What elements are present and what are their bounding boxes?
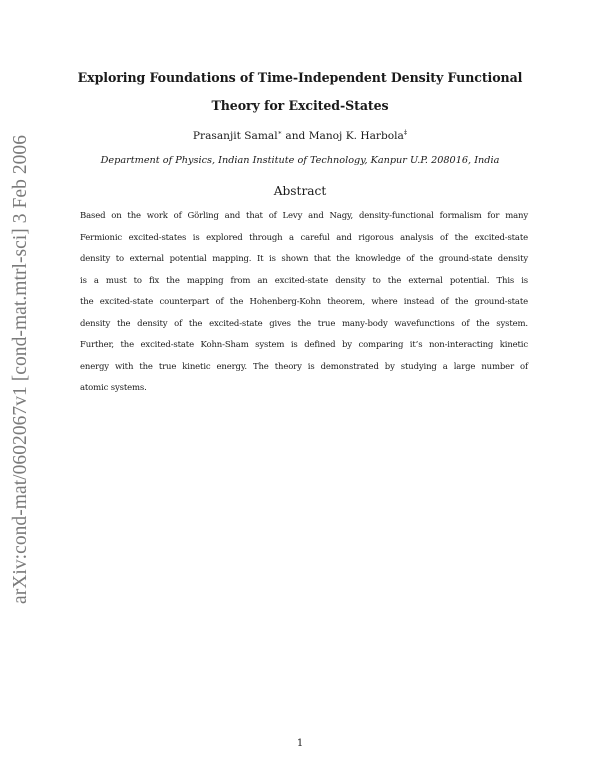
abstract-line: Further, the excited-state Kohn-Sham system is defined by comparing it’s non-interacting kinetic (80, 340, 528, 350)
abstract-line: the excited-state counterpart of the Hohenberg-Kohn theorem, where instead of the ground-state (80, 297, 528, 307)
abstract-line: Based on the work of Görling and that of Levy and Nagy, density-functional formalism for many (80, 211, 528, 221)
page-number: 1 (296, 738, 304, 749)
author-footnote-mark: ∗ (277, 128, 283, 137)
abstract-line: density the density of the excited-state gives the true many-body wavefunctions of the system. (80, 318, 528, 329)
author-name: Prasanjit Samal (192, 130, 278, 142)
abstract-line: energy with the true kinetic energy. The theory is demonstrated by studying a large number of (80, 361, 528, 372)
abstract-line: is a must to fix the mapping from an excited-state density to the external potential. This is (80, 275, 528, 286)
paper-title (70, 64, 530, 120)
abstract-line: atomic systems. (80, 383, 147, 393)
author-affiliation: Department of Physics, Indian Institute of Technology, Kanpur U.P. 208016, India (100, 155, 500, 166)
arxiv-identifier-text: arXiv:cond-mat/0602067v1 [cond-mat.mtrl-sci] 3 Feb 2006 (10, 134, 31, 604)
author-name: Manoj K. Harbola (308, 130, 404, 142)
abstract-line: density to external potential mapping. It is shown that the knowledge of the ground-state density (80, 254, 528, 264)
author-list (0, 128, 600, 144)
abstract-body (80, 206, 528, 400)
title-line-1: Exploring Foundations of Time-Independent Density Functional (77, 70, 523, 85)
author-footnote-mark: ‡ (403, 128, 408, 137)
abstract-heading: Abstract (273, 184, 327, 198)
author-conjunction: and (282, 130, 309, 142)
title-line-2: Theory for Excited-States (211, 98, 389, 113)
abstract-line: Fermionic excited-states is explored through a careful and rigorous analysis of the excited-state (80, 232, 528, 243)
